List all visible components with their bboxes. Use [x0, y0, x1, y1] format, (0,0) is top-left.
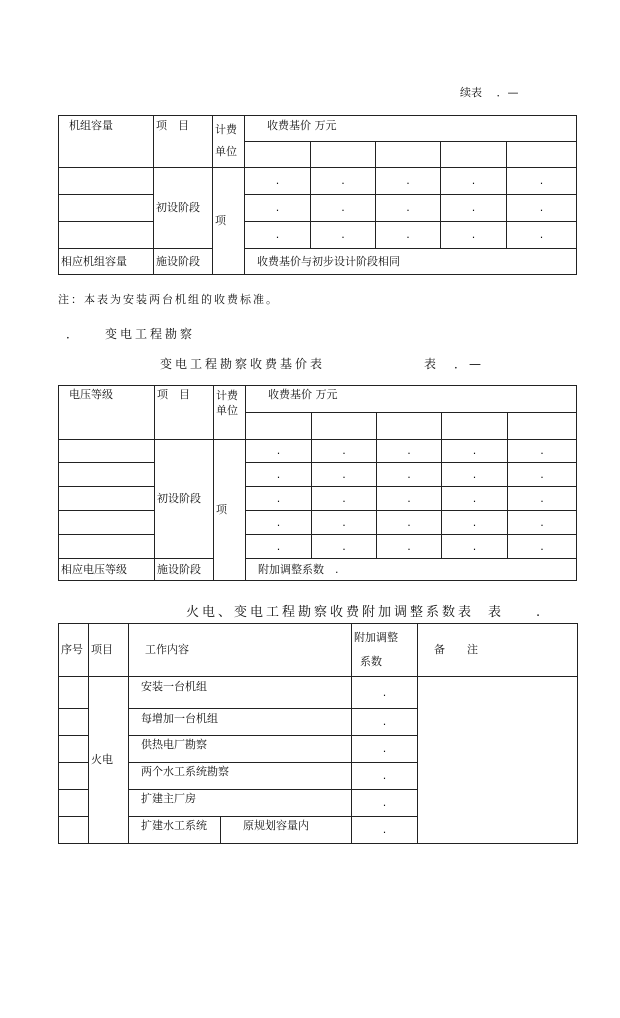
price-col-4: [442, 413, 508, 440]
voltage-cell: [59, 511, 155, 535]
table2-title: 变电工程勘察收费基价表: [160, 357, 326, 371]
continued-table-label: 续表 ．—: [460, 86, 519, 99]
price-col-2: [312, 413, 377, 440]
price-cell: .: [441, 168, 507, 195]
voltage-cell: [59, 535, 155, 559]
initial-stage: 初设阶段: [155, 440, 214, 559]
footer-voltage: 相应电压等级: [59, 559, 155, 581]
table3-number: 表 .: [488, 605, 544, 620]
coef-cell: .: [352, 736, 418, 763]
price-col-4: [441, 142, 507, 168]
coef-cell: .: [352, 817, 418, 844]
table-note: 注：本表为安装两台机组的收费标准。: [58, 293, 279, 306]
content-sub-cell: 原规划容量内: [221, 817, 352, 844]
header-item: 项 目: [154, 116, 213, 168]
price-cell: .: [246, 535, 312, 559]
price-cell: .: [441, 195, 507, 222]
price-cell: .: [442, 511, 508, 535]
price-cell: .: [311, 222, 376, 249]
content-cell: 每增加一台机组: [129, 709, 352, 736]
header-price: 收费基价 万元: [245, 116, 577, 142]
capacity-cell: [59, 195, 154, 222]
price-cell: .: [245, 222, 311, 249]
price-cell: .: [245, 195, 311, 222]
price-cell: .: [377, 487, 442, 511]
price-cell: .: [376, 195, 441, 222]
content-cell: 扩建水工系统: [129, 817, 221, 844]
price-cell: .: [442, 463, 508, 487]
price-cell: .: [312, 463, 377, 487]
price-cell: .: [246, 487, 312, 511]
header-seq: 序号: [59, 624, 89, 677]
footer-note: 附加调整系数 .: [246, 559, 577, 581]
price-cell: .: [246, 440, 312, 463]
seq-cell: [59, 709, 89, 736]
seq-cell: [59, 677, 89, 709]
footer-note: 收费基价与初步设计阶段相同: [245, 249, 577, 275]
group-label: 火电: [89, 677, 129, 844]
price-cell: .: [508, 487, 577, 511]
price-cell: .: [508, 463, 577, 487]
header-coefficient: [352, 624, 418, 677]
price-cell: .: [442, 535, 508, 559]
header-unit-line1: 计费: [215, 123, 237, 136]
section-heading: ． 变电工程勘察: [66, 327, 196, 341]
price-cell: .: [311, 195, 376, 222]
price-cell: .: [442, 440, 508, 463]
price-col-3: [377, 413, 442, 440]
header-unit-line2: 单位: [215, 145, 237, 158]
price-cell: .: [442, 487, 508, 511]
price-cell: .: [508, 511, 577, 535]
header-content: 工作内容: [129, 624, 352, 677]
price-cell: .: [312, 535, 377, 559]
unit-fee-table: [58, 115, 577, 275]
price-cell: .: [246, 511, 312, 535]
price-cell: .: [312, 440, 377, 463]
header-coef-line1: 附加调整: [354, 631, 398, 644]
price-cell: .: [507, 168, 577, 195]
seq-cell: [59, 736, 89, 763]
header-price: 收费基价 万元: [246, 386, 577, 413]
remark-cell: [418, 677, 578, 844]
price-cell: .: [441, 222, 507, 249]
header-capacity: 机组容量: [59, 116, 154, 168]
price-cell: .: [377, 463, 442, 487]
price-cell: .: [246, 463, 312, 487]
content-cell: 扩建主厂房: [129, 790, 352, 817]
content-cell: 安装一台机组: [129, 677, 352, 709]
seq-cell: [59, 790, 89, 817]
price-col-5: [508, 413, 577, 440]
price-cell: .: [245, 168, 311, 195]
header-unit-line1: 计费: [216, 389, 238, 402]
initial-stage: 初设阶段: [154, 168, 213, 249]
footer-capacity: 相应机组容量: [59, 249, 154, 275]
content-cell: 两个水工系统勘察: [129, 763, 352, 790]
header-unit: [214, 386, 246, 440]
price-cell: .: [377, 511, 442, 535]
price-col-1: [245, 142, 311, 168]
header-unit: [213, 116, 245, 168]
capacity-cell: [59, 222, 154, 249]
table2-number: 表 ．—: [424, 357, 485, 371]
price-col-1: [246, 413, 312, 440]
coef-cell: .: [352, 677, 418, 709]
price-cell: .: [507, 222, 577, 249]
header-coef-line2: 系数: [360, 655, 382, 668]
seq-cell: [59, 763, 89, 790]
unit-value: 项: [214, 440, 246, 581]
price-cell: .: [507, 195, 577, 222]
footer-stage: 施设阶段: [154, 249, 213, 275]
coef-cell: .: [352, 709, 418, 736]
header-voltage: 电压等级: [59, 386, 155, 440]
header-item: 项目: [89, 624, 129, 677]
price-cell: .: [312, 487, 377, 511]
voltage-cell: [59, 487, 155, 511]
price-cell: .: [376, 222, 441, 249]
voltage-cell: [59, 463, 155, 487]
price-cell: .: [311, 168, 376, 195]
capacity-cell: [59, 168, 154, 195]
price-cell: .: [312, 511, 377, 535]
coef-cell: .: [352, 763, 418, 790]
header-unit-line2: 单位: [216, 404, 238, 417]
coef-cell: .: [352, 790, 418, 817]
header-remark: 备 注: [418, 624, 578, 677]
price-cell: .: [508, 535, 577, 559]
price-cell: .: [377, 440, 442, 463]
price-cell: .: [377, 535, 442, 559]
price-cell: .: [508, 440, 577, 463]
table3-title: 火电、变电工程勘察收费附加调整系数表: [186, 605, 475, 620]
price-col-5: [507, 142, 577, 168]
unit-value: 项: [213, 168, 245, 275]
price-col-3: [376, 142, 441, 168]
voltage-cell: [59, 440, 155, 463]
price-col-2: [311, 142, 376, 168]
content-cell: 供热电厂勘察: [129, 736, 352, 763]
seq-cell: [59, 817, 89, 844]
price-cell: .: [376, 168, 441, 195]
adjustment-coefficient-table: [58, 623, 578, 844]
header-item: 项 目: [155, 386, 214, 440]
footer-stage: 施设阶段: [155, 559, 214, 581]
substation-fee-table: [58, 385, 577, 581]
